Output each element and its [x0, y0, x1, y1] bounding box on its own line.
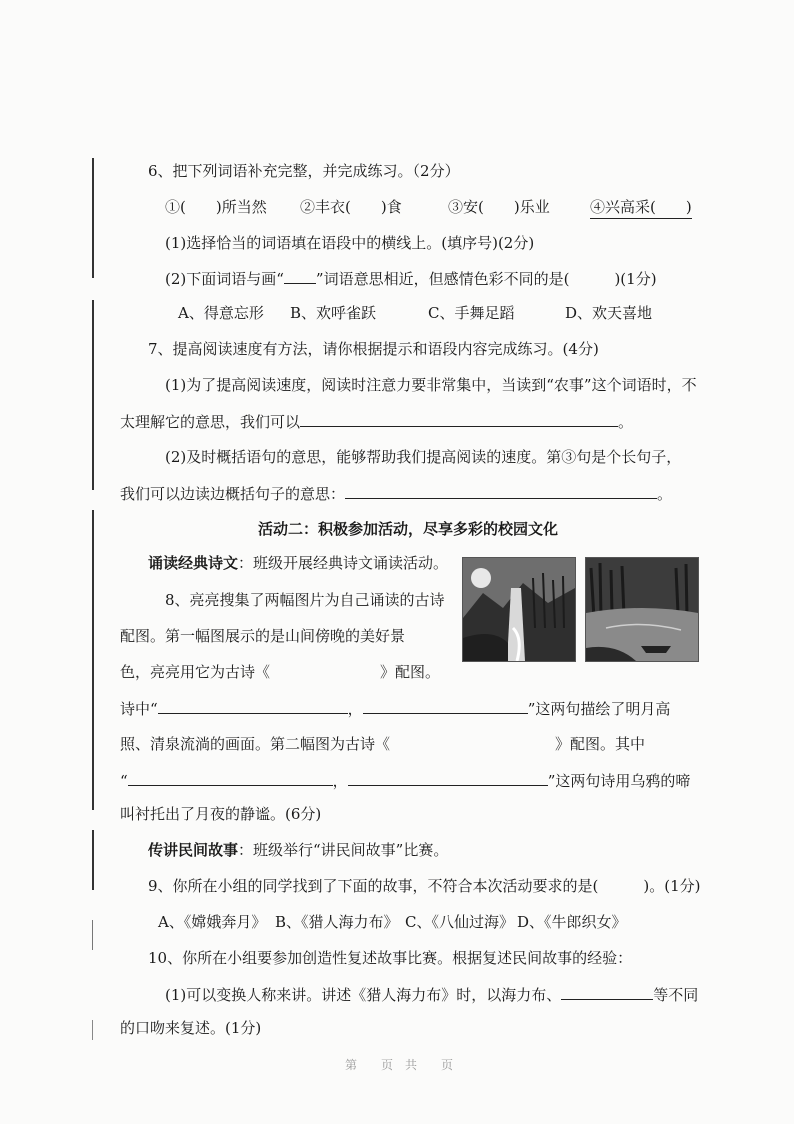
question-7-sub2-line1: (2)及时概括语句的意思，能够帮助我们提高阅读的速度。第③句是个长句子，: [165, 448, 682, 466]
idiom-1: ①( )所当然: [165, 198, 267, 216]
binding-margin-line: [92, 920, 93, 950]
question-8-line7: 叫衬托出了月夜的静谧。(6分): [120, 805, 322, 823]
binding-margin-line: [92, 830, 94, 890]
question-7-sub1-line1: (1)为了提高阅读速度，阅读时注意力要非常集中，当读到“农事”这个词语时，不: [165, 376, 697, 394]
binding-margin-line: [92, 158, 94, 278]
question-7-stem: 7、提高阅读速度有方法，请你根据提示和语段内容完成练习。(4分): [148, 340, 599, 358]
option-a: A、得意忘形: [178, 304, 264, 322]
question-8-line6: “ ， ”这两句诗用乌鸦的啼: [120, 769, 690, 792]
question-8-line2: 配图。第一幅图展示的是山间傍晚的美好景: [120, 627, 406, 645]
question-7-sub2-line2: 我们可以边读边概括句子的意思： 。: [120, 482, 672, 505]
option-b: B、欢呼雀跃: [290, 304, 377, 322]
option-c: C、手舞足蹈: [428, 304, 515, 322]
poem-line-blank[interactable]: [128, 769, 333, 786]
question-9-stem: 9、你所在小组的同学找到了下面的故事，不符合本次活动要求的是( )。(1分): [148, 877, 701, 895]
reading-activity-line: 诵读经典诗文：班级开展经典诗文诵读活动。: [148, 554, 449, 572]
question-8-line5: 照、清泉流淌的画面。第二幅图为古诗《 》配图。其中: [120, 735, 646, 753]
story-activity-line: 传讲民间故事：班级举行“讲民间故事”比赛。: [148, 841, 449, 859]
question-10-stem: 10、你所在小组要参加创造性复述故事比赛。根据复述民间故事的经验：: [148, 949, 633, 967]
question-10-sub1: (1)可以变换人称来讲。讲述《猎人海力布》时，以海力布、 等不同: [165, 983, 698, 1006]
answer-blank[interactable]: [345, 482, 657, 499]
question-6-sub1: (1)选择恰当的词语填在语段中的横线上。(填序号)(2分): [165, 234, 535, 252]
binding-margin-line: [92, 1020, 93, 1040]
poem-line-blank[interactable]: [158, 697, 348, 714]
option-d: D、《牛郎织女》: [517, 913, 627, 931]
answer-blank[interactable]: [561, 983, 653, 1000]
idiom-3: ③安( )乐业: [448, 198, 550, 216]
idiom-2: ②丰衣( )食: [300, 198, 402, 216]
poem-line-blank[interactable]: [363, 697, 528, 714]
mountain-evening-image: [462, 557, 576, 662]
option-c: C、《八仙过海》: [405, 913, 514, 931]
idiom-4: ④兴高采( ): [590, 196, 692, 219]
question-10-sub1-cont: 的口吻来复述。(1分): [120, 1019, 262, 1037]
question-8-line4: 诗中“ ， ”这两句描绘了明月高: [120, 697, 670, 720]
option-a: A、《嫦娥奔月》: [158, 913, 267, 931]
answer-blank[interactable]: [300, 410, 618, 427]
question-8-line3: 色，亮亮用它为古诗《 》配图。: [120, 663, 441, 681]
question-7-sub1-line2: 太理解它的意思，我们可以 。: [120, 410, 633, 433]
question-6-stem: 6、把下列词语补充完整，并完成练习。（2分）: [148, 162, 460, 180]
poem-line-blank[interactable]: [348, 769, 548, 786]
binding-margin-line: [92, 300, 94, 490]
question-8-line1: 8、亮亮搜集了两幅图片为自己诵读的古诗: [165, 591, 445, 609]
page-footer: 第 页 共 页: [345, 1058, 454, 1072]
question-6-sub2: (2)下面词语与画“ ”词语意思相近，但感情色彩不同的是( )(1分): [165, 270, 657, 288]
moonlit-river-image: [585, 557, 699, 662]
option-d: D、欢天喜地: [565, 304, 653, 322]
option-b: B、《猎人海力布》: [275, 913, 399, 931]
activity-2-title: 活动二：积极参加活动，尽享多彩的校园文化: [258, 520, 559, 538]
binding-margin-line: [92, 510, 94, 810]
underline-mark: [284, 269, 316, 284]
